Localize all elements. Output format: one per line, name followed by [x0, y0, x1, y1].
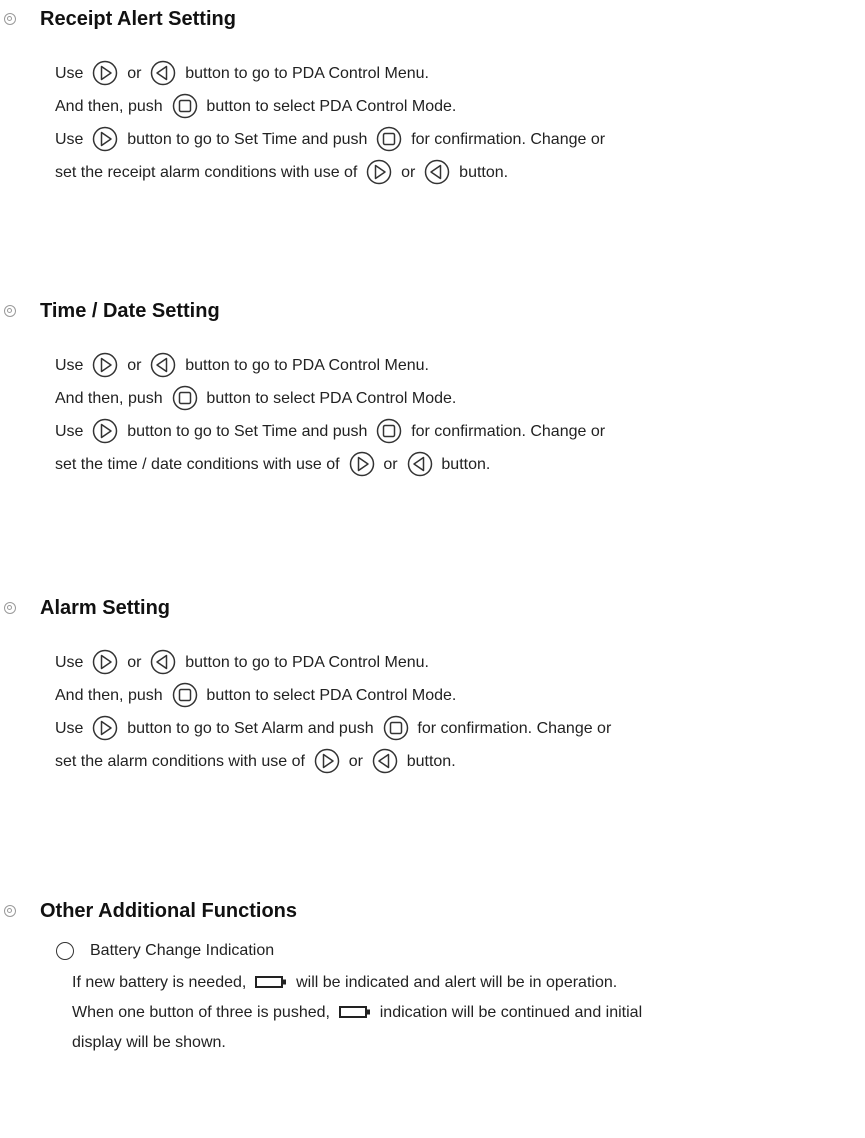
- text-line: [72, 997, 642, 1029]
- text-line: [55, 124, 605, 156]
- right-arrow-button-icon: [92, 60, 118, 86]
- text-segment: set the receipt alarm conditions with use of: [55, 164, 358, 181]
- text-line: [55, 746, 456, 778]
- text-segment: will be indicated and alert will be in operation.: [296, 974, 618, 991]
- text-line: [55, 157, 508, 189]
- battery-icon: [339, 1006, 371, 1018]
- text-segment: And then, push: [55, 98, 163, 115]
- square-button-icon: [376, 126, 402, 152]
- text-segment: display will be shown.: [72, 1034, 226, 1051]
- square-button-icon: [172, 385, 198, 411]
- text-segment: indication will be continued and initial: [379, 1004, 643, 1021]
- text-line: [55, 449, 490, 481]
- section-bullet-icon: [4, 13, 16, 25]
- text-segment: button to go to Set Time and push: [127, 131, 368, 148]
- text-segment: And then, push: [55, 687, 163, 704]
- text-segment: Use: [55, 357, 84, 374]
- square-button-icon: [383, 715, 409, 741]
- text-segment: or: [127, 357, 142, 374]
- subsection-title: Battery Change Indication: [90, 942, 275, 959]
- section-title: Alarm Setting: [40, 597, 171, 619]
- text-segment: And then, push: [55, 390, 163, 407]
- section-header: [0, 298, 865, 328]
- text-line: [72, 1027, 226, 1059]
- text-segment: button to go to PDA Control Menu.: [185, 357, 429, 374]
- text-segment: Use: [55, 65, 84, 82]
- square-button-icon: [376, 418, 402, 444]
- text-segment: button.: [441, 456, 491, 473]
- text-segment: or: [383, 456, 398, 473]
- square-button-icon: [172, 682, 198, 708]
- text-segment: button to select PDA Control Mode.: [206, 98, 457, 115]
- right-arrow-button-icon: [366, 159, 392, 185]
- text-segment: set the time / date conditions with use of: [55, 456, 340, 473]
- right-arrow-button-icon: [92, 715, 118, 741]
- text-segment: for confirmation. Change or: [411, 131, 606, 148]
- left-arrow-button-icon: [150, 60, 176, 86]
- section-header: [0, 6, 865, 36]
- section-header: [0, 898, 865, 928]
- text-line: [55, 416, 605, 448]
- left-arrow-button-icon: [150, 649, 176, 675]
- text-segment: Use: [55, 720, 84, 737]
- left-arrow-button-icon: [372, 748, 398, 774]
- text-line: [55, 680, 456, 712]
- text-segment: If new battery is needed,: [72, 974, 247, 991]
- left-arrow-button-icon: [150, 352, 176, 378]
- text-segment: set the alarm conditions with use of: [55, 753, 305, 770]
- text-segment: Use: [55, 423, 84, 440]
- section-bullet-icon: [4, 602, 16, 614]
- right-arrow-button-icon: [314, 748, 340, 774]
- text-segment: or: [127, 65, 142, 82]
- text-segment: button to select PDA Control Mode.: [206, 390, 457, 407]
- text-segment: button.: [406, 753, 456, 770]
- circle-bullet-icon: [56, 942, 74, 960]
- section-title: Receipt Alert Setting: [40, 8, 236, 30]
- right-arrow-button-icon: [92, 418, 118, 444]
- section-bullet-icon: [4, 305, 16, 317]
- text-segment: for confirmation. Change or: [411, 423, 606, 440]
- right-arrow-button-icon: [92, 126, 118, 152]
- text-segment: When one button of three is pushed,: [72, 1004, 330, 1021]
- text-line: [55, 350, 429, 382]
- text-segment: or: [348, 753, 363, 770]
- battery-icon: [255, 976, 287, 988]
- section-title: Other Additional Functions: [40, 900, 298, 922]
- text-segment: button to select PDA Control Mode.: [206, 687, 457, 704]
- section-bullet-icon: [4, 905, 16, 917]
- left-arrow-button-icon: [424, 159, 450, 185]
- text-line: [55, 647, 429, 679]
- left-arrow-button-icon: [407, 451, 433, 477]
- text-segment: button to go to Set Time and push: [127, 423, 368, 440]
- text-segment: or: [401, 164, 416, 181]
- text-segment: button.: [459, 164, 509, 181]
- right-arrow-button-icon: [92, 649, 118, 675]
- text-segment: Use: [55, 654, 84, 671]
- text-line: [55, 58, 429, 90]
- text-segment: button to go to PDA Control Menu.: [185, 65, 429, 82]
- square-button-icon: [172, 93, 198, 119]
- section-title: Time / Date Setting: [40, 300, 220, 322]
- text-segment: button to go to Set Alarm and push: [127, 720, 374, 737]
- text-segment: button to go to PDA Control Menu.: [185, 654, 429, 671]
- right-arrow-button-icon: [92, 352, 118, 378]
- text-segment: for confirmation. Change or: [417, 720, 612, 737]
- section-header: [0, 595, 865, 625]
- text-line: [72, 967, 617, 999]
- text-segment: or: [127, 654, 142, 671]
- right-arrow-button-icon: [349, 451, 375, 477]
- text-line: [55, 383, 456, 415]
- text-segment: Use: [55, 131, 84, 148]
- text-line: [55, 91, 456, 123]
- subsection-header: [0, 937, 865, 967]
- text-line: [55, 713, 611, 745]
